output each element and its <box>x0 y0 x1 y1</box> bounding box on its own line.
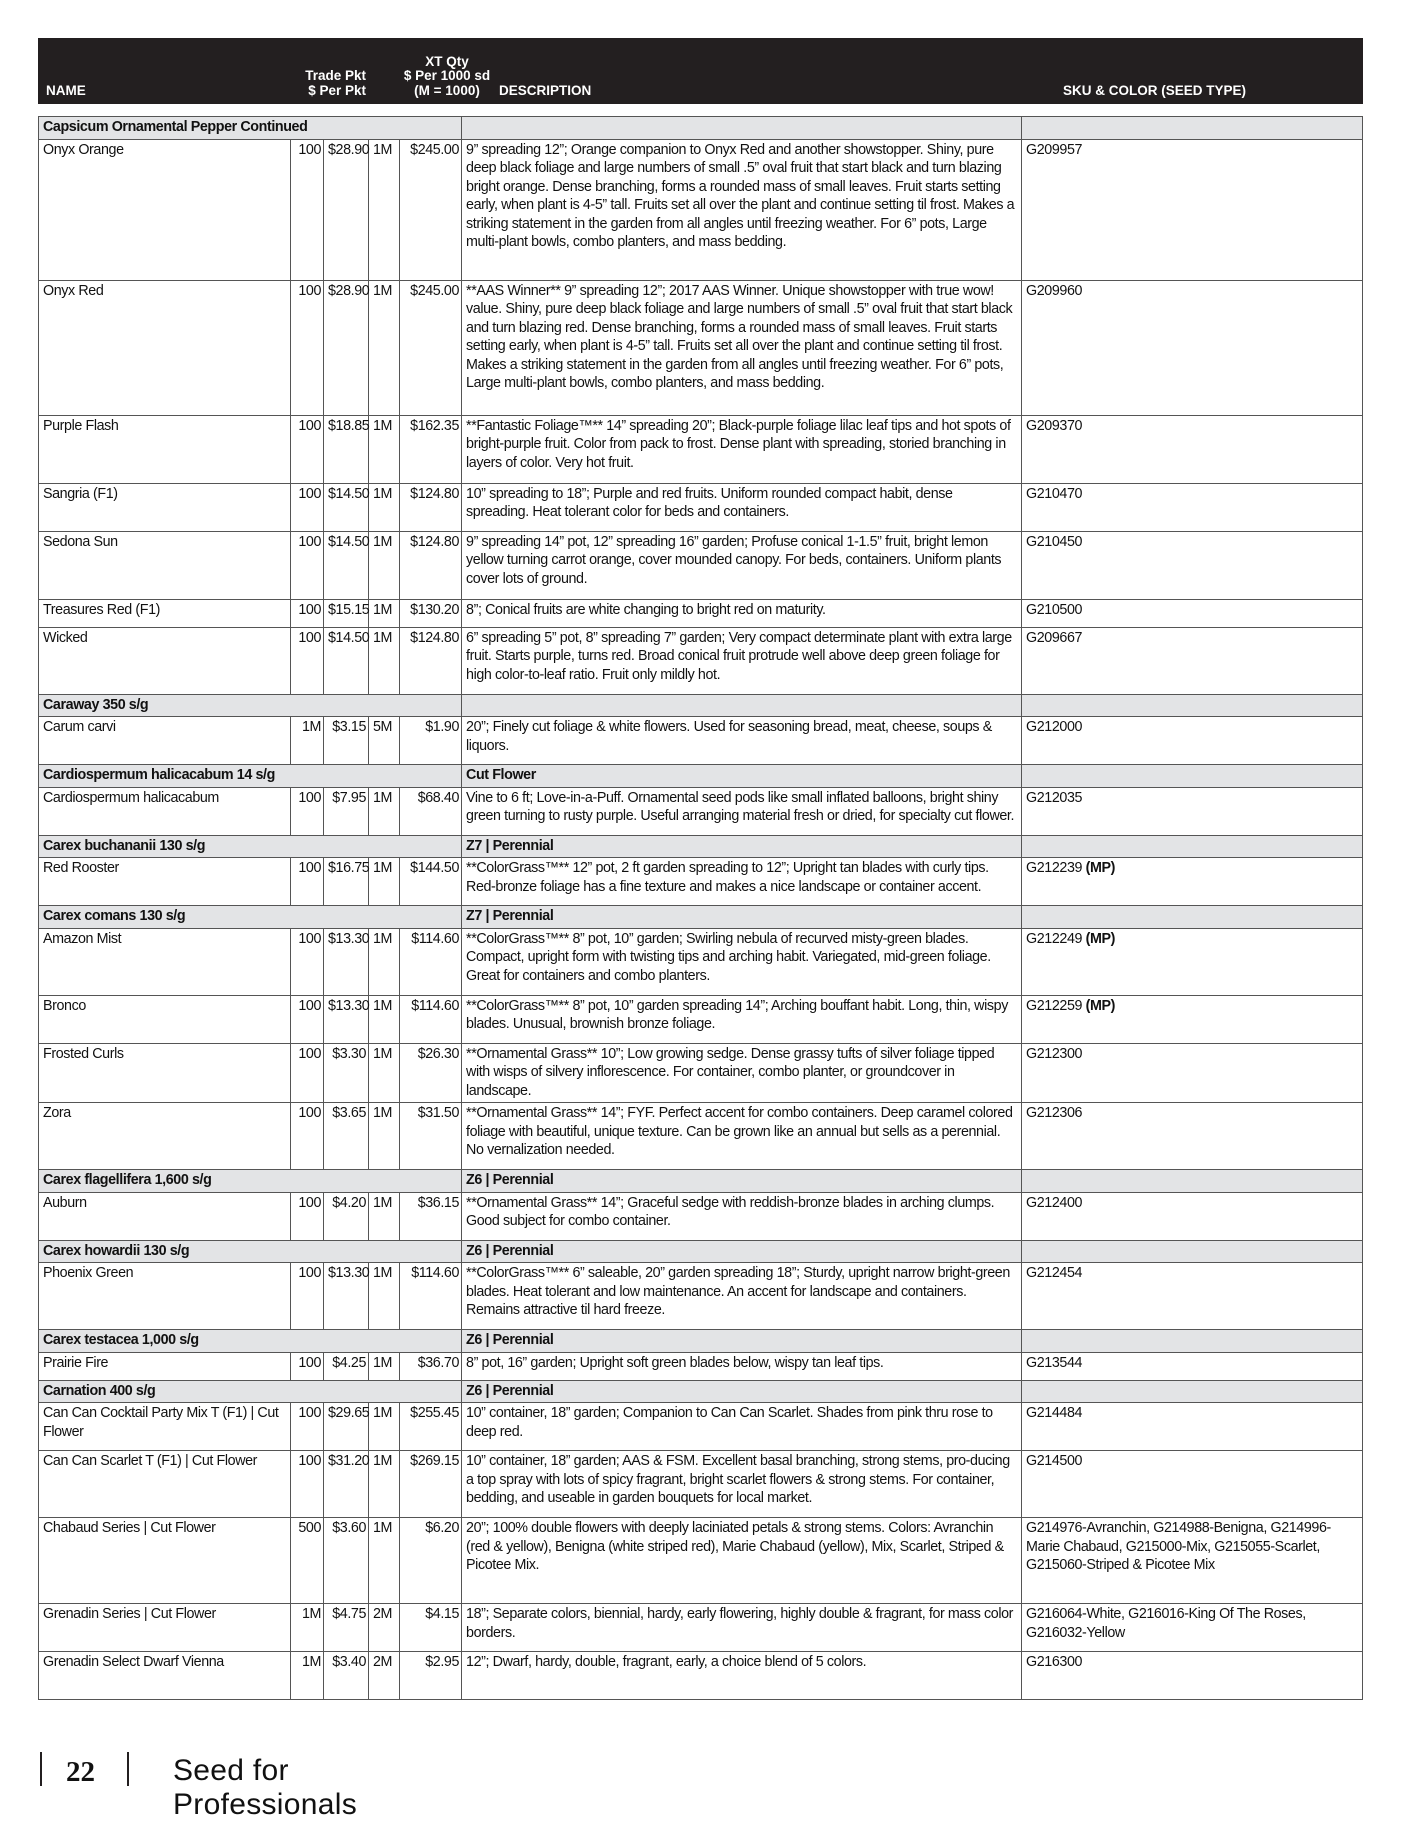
sku-cell <box>1022 995 1363 1043</box>
trade-qty: 100 <box>291 787 324 835</box>
item-description: **Ornamental Grass** 14”; FYF. Perfect accent for combo containers. Deep caramel colored foliage with beautiful, unique texture. Can be grown like an annual but sells as a perennial. No vernalization needed. <box>462 1103 1022 1170</box>
xt-price: $114.60 <box>400 995 462 1043</box>
item-name: Can Can Cocktail Party Mix T (F1) | Cut Flower <box>39 1403 291 1451</box>
section-row <box>39 835 1363 858</box>
trade-price: $18.85 <box>324 415 369 483</box>
xt-price: $4.15 <box>400 1604 462 1652</box>
section-zone: Z6 | Perennial <box>462 1240 1022 1263</box>
footer-divider <box>40 1752 42 1786</box>
trade-qty: 100 <box>291 139 324 280</box>
trade-price: $14.50 <box>324 483 369 531</box>
sku-cell <box>1022 1103 1363 1170</box>
xt-qty: 1M <box>369 787 400 835</box>
trade-price: $14.50 <box>324 627 369 694</box>
section-name: Carnation 400 s/g <box>39 1380 462 1403</box>
table-row <box>39 531 1363 599</box>
sku-code: G212000 <box>1026 719 1083 735</box>
item-name: Zora <box>39 1103 291 1170</box>
section-name: Capsicum Ornamental Pepper Continued <box>39 117 462 140</box>
price-table <box>38 38 1363 1700</box>
xt-qty: 1M <box>369 415 400 483</box>
xt-qty: 1M <box>369 858 400 906</box>
sku-cell <box>1022 627 1363 694</box>
trade-qty: 100 <box>291 1352 324 1380</box>
trade-price: $28.90 <box>324 280 369 415</box>
trade-price: $7.95 <box>324 787 369 835</box>
table-row <box>39 1403 1363 1451</box>
item-name: Onyx Orange <box>39 139 291 280</box>
xt-qty: 1M <box>369 1451 400 1518</box>
item-name: Phoenix Green <box>39 1263 291 1330</box>
xt-qty: 1M <box>369 1192 400 1240</box>
item-name: Grenadin Select Dwarf Vienna <box>39 1652 291 1700</box>
xt-qty: 1M <box>369 280 400 415</box>
trade-price: $31.20 <box>324 1451 369 1518</box>
table-row <box>39 928 1363 995</box>
section-zone: Z6 | Perennial <box>462 1330 1022 1353</box>
trade-line2: $ Per Pkt <box>308 82 366 98</box>
sku-cell <box>1022 1192 1363 1240</box>
xt-qty: 2M <box>369 1604 400 1652</box>
trade-qty: 100 <box>291 483 324 531</box>
sku-cell <box>1022 599 1363 627</box>
section-zone <box>462 694 1022 717</box>
xt-price: $124.80 <box>400 483 462 531</box>
footer-divider <box>127 1752 129 1786</box>
xt-line1: XT Qty <box>425 53 469 69</box>
trade-qty: 100 <box>291 1192 324 1240</box>
trade-price: $14.50 <box>324 531 369 599</box>
sku-cell <box>1022 858 1363 906</box>
xt-price: $31.50 <box>400 1103 462 1170</box>
table-row <box>39 1192 1363 1240</box>
xt-price: $269.15 <box>400 1451 462 1518</box>
trade-price: $3.15 <box>324 717 369 765</box>
table-row <box>39 280 1363 415</box>
section-sku-empty <box>1022 835 1363 858</box>
section-zone: Z6 | Perennial <box>462 1170 1022 1193</box>
seed-type-badge: (MP) <box>1085 997 1116 1014</box>
trade-price: $29.65 <box>324 1403 369 1451</box>
page-number: 22 <box>66 1756 95 1788</box>
section-row <box>39 1240 1363 1263</box>
sku-code: G214976-Avranchin, G214988-Benigna, G214996-Marie Chabaud, G215000-Mix, G215055-Scarlet, G215060-Striped & Picotee Mix <box>1026 1520 1331 1573</box>
sku-cell <box>1022 1604 1363 1652</box>
item-description: 10” spreading to 18”; Purple and red fruits. Uniform rounded compact habit, dense spreading. Heat tolerant color for beds and containers. <box>462 483 1022 531</box>
xt-price: $114.60 <box>400 928 462 995</box>
sku-code: G212454 <box>1026 1265 1083 1281</box>
xt-qty: 1M <box>369 1103 400 1170</box>
sku-cell <box>1022 928 1363 995</box>
item-name: Amazon Mist <box>39 928 291 995</box>
section-name: Caraway 350 s/g <box>39 694 462 717</box>
xt-price: $1.90 <box>400 717 462 765</box>
sku-code: G210450 <box>1026 533 1083 550</box>
table-row <box>39 139 1363 280</box>
trade-qty: 100 <box>291 1451 324 1518</box>
item-description: 8” pot, 16” garden; Upright soft green blades below, wispy tan leaf tips. <box>462 1352 1022 1380</box>
sku-code: G212035 <box>1026 789 1083 806</box>
item-name: Chabaud Series | Cut Flower <box>39 1518 291 1604</box>
trade-price: $3.30 <box>324 1043 369 1103</box>
trade-price: $4.20 <box>324 1192 369 1240</box>
trade-price: $15.15 <box>324 599 369 627</box>
xt-price: $124.80 <box>400 627 462 694</box>
item-description: **Ornamental Grass** 14”; Graceful sedge with reddish-bronze blades in arching clumps. Good subject for combo container. <box>462 1192 1022 1240</box>
trade-price: $28.90 <box>324 139 369 280</box>
sku-code: G209957 <box>1026 141 1083 158</box>
trade-price: $16.75 <box>324 858 369 906</box>
section-sku-empty <box>1022 1380 1363 1403</box>
section-name: Cardiospermum halicacabum 14 s/g <box>39 765 462 788</box>
table-row <box>39 1604 1363 1652</box>
trade-qty: 100 <box>291 1263 324 1330</box>
sku-code: G212306 <box>1026 1105 1083 1121</box>
section-row <box>39 906 1363 929</box>
xt-price: $36.15 <box>400 1192 462 1240</box>
xt-qty: 1M <box>369 139 400 280</box>
xt-price: $26.30 <box>400 1043 462 1103</box>
trade-price: $13.30 <box>324 1263 369 1330</box>
trade-qty: 100 <box>291 858 324 906</box>
table-row <box>39 483 1363 531</box>
section-sku-empty <box>1022 906 1363 929</box>
table-row <box>39 1518 1363 1604</box>
table-row <box>39 599 1363 627</box>
trade-qty: 100 <box>291 599 324 627</box>
xt-qty: 2M <box>369 1652 400 1700</box>
sku-cell <box>1022 280 1363 415</box>
trade-price: $13.30 <box>324 995 369 1043</box>
trade-price: $3.65 <box>324 1103 369 1170</box>
item-description: 20”; 100% double flowers with deeply laciniated petals & strong stems. Colors: Avranchin (red & yellow), Benigna (white striped red), Marie Chabaud (yellow), Mix, Scarlet, Striped & Picotee Mix. <box>462 1518 1022 1604</box>
section-zone <box>462 117 1022 140</box>
item-name: Can Can Scarlet T (F1) | Cut Flower <box>39 1451 291 1518</box>
xt-price: $162.35 <box>400 415 462 483</box>
xt-qty: 1M <box>369 627 400 694</box>
sku-code: G212249 <box>1026 930 1083 947</box>
section-row <box>39 694 1363 717</box>
section-name: Carex comans 130 s/g <box>39 906 462 929</box>
sku-cell <box>1022 1403 1363 1451</box>
sku-code: G216300 <box>1026 1654 1083 1670</box>
trade-qty: 1M <box>291 1652 324 1700</box>
xt-qty: 1M <box>369 1518 400 1604</box>
section-sku-empty <box>1022 117 1363 140</box>
table-row <box>39 858 1363 906</box>
col-header-trade-pkt <box>266 69 366 98</box>
item-description: **ColorGrass™** 12” pot, 2 ft garden spreading to 12”; Upright tan blades with curly tips. Red-bronze foliage has a fine texture and makes a nice landscape or container accent. <box>462 858 1022 906</box>
section-row <box>39 1380 1363 1403</box>
xt-price: $124.80 <box>400 531 462 599</box>
section-row <box>39 117 1363 140</box>
section-row <box>39 1330 1363 1353</box>
sku-code: G212259 <box>1026 997 1083 1014</box>
xt-qty: 1M <box>369 1263 400 1330</box>
sku-code: G209370 <box>1026 417 1083 434</box>
section-zone: Z6 | Perennial <box>462 1380 1022 1403</box>
sku-cell <box>1022 415 1363 483</box>
xt-price: $36.70 <box>400 1352 462 1380</box>
item-name: Carum carvi <box>39 717 291 765</box>
item-description: **ColorGrass™** 8” pot, 10” garden; Swirling nebula of recurved misty-green blades. Compact, upright form with twisting tips and arching habit. Variegated, mid-green foliage. Great for containers and combo planters. <box>462 928 1022 995</box>
section-name: Carex flagellifera 1,600 s/g <box>39 1170 462 1193</box>
item-description: 10” container, 18” garden; Companion to Can Can Scarlet. Shades from pink thru rose to deep red. <box>462 1403 1022 1451</box>
trade-qty: 1M <box>291 1604 324 1652</box>
item-description: 9” spreading 12”; Orange companion to Onyx Red and another showstopper. Shiny, pure deep black foliage and large numbers of small .5” oval fruit that start black and turn blazing bright orange. Dense branching, forms a rounded mass of small leaves. Fruit starts setting early, when plant is 4-5” tall. Fruits set all over the plant and continue setting til frost. Makes a striking statement in the garden from all angles until freezing weather. For 6” pots, Large multi-plant bowls, combo planters, and mass bedding. <box>462 139 1022 280</box>
sku-code: G210470 <box>1026 485 1083 502</box>
col-header-sku: SKU & COLOR (SEED TYPE) <box>1063 82 1247 98</box>
section-zone: Z7 | Perennial <box>462 835 1022 858</box>
section-sku-empty <box>1022 765 1363 788</box>
item-name: Sangria (F1) <box>39 483 291 531</box>
table-row <box>39 1652 1363 1700</box>
trade-qty: 100 <box>291 627 324 694</box>
item-description: **AAS Winner** 9” spreading 12”; 2017 AAS Winner. Unique showstopper with true wow! value. Shiny, pure deep black foliage and large numbers of small .5” oval fruit that start black and turn blazing red. Dense branching, forms a rounded mass of small leaves. Fruit starts setting early, when plant is 4-5” tall. Fruits set all over the plant and continue setting til frost. Makes a striking statement in the garden from all angles until freezing weather. For 6” pots, Large multi-plant bowls, combo planters, and mass bedding. <box>462 280 1022 415</box>
xt-price: $114.60 <box>400 1263 462 1330</box>
sku-code: G213544 <box>1026 1354 1083 1371</box>
trade-qty: 100 <box>291 415 324 483</box>
sku-code: G210500 <box>1026 601 1083 618</box>
section-row <box>39 1170 1363 1193</box>
seed-type-badge: (MP) <box>1085 860 1116 876</box>
item-description: 9” spreading 14” pot, 12” spreading 16” garden; Profuse conical 1-1.5” fruit, bright lemon yellow turning carrot orange, cover mounded canopy. For beds, containers. Uniform plants cover lots of ground. <box>462 531 1022 599</box>
sku-code: G212300 <box>1026 1045 1083 1062</box>
item-name: Bronco <box>39 995 291 1043</box>
trade-qty: 100 <box>291 280 324 415</box>
sku-cell <box>1022 483 1363 531</box>
trade-qty: 100 <box>291 928 324 995</box>
sku-code: G212400 <box>1026 1194 1083 1211</box>
item-name: Wicked <box>39 627 291 694</box>
item-name: Purple Flash <box>39 415 291 483</box>
section-name: Carex howardii 130 s/g <box>39 1240 462 1263</box>
col-header-description: DESCRIPTION <box>499 82 592 98</box>
trade-price: $3.60 <box>324 1518 369 1604</box>
item-description: 18”; Separate colors, biennial, hardy, early flowering, highly double & fragrant, for mass color borders. <box>462 1604 1022 1652</box>
section-row <box>39 765 1363 788</box>
sku-code: G214500 <box>1026 1453 1083 1469</box>
xt-price: $130.20 <box>400 599 462 627</box>
xt-line3: (M = 1000) <box>414 82 480 98</box>
table-row <box>39 787 1363 835</box>
sku-cell <box>1022 1263 1363 1330</box>
seed-type-badge: (MP) <box>1085 930 1116 947</box>
sku-cell <box>1022 1518 1363 1604</box>
item-name: Auburn <box>39 1192 291 1240</box>
catalog-title: Seed for Professionals <box>173 1754 357 1821</box>
sku-cell <box>1022 139 1363 280</box>
item-name: Cardiospermum halicacabum <box>39 787 291 835</box>
trade-price: $3.40 <box>324 1652 369 1700</box>
xt-qty: 1M <box>369 599 400 627</box>
item-name: Grenadin Series | Cut Flower <box>39 1604 291 1652</box>
section-sku-empty <box>1022 694 1363 717</box>
section-name: Carex buchananii 130 s/g <box>39 835 462 858</box>
table-header <box>38 38 1363 104</box>
section-zone: Cut Flower <box>462 765 1022 788</box>
xt-qty: 1M <box>369 1403 400 1451</box>
item-description: Vine to 6 ft; Love-in-a-Puff. Ornamental seed pods like small inflated balloons, bright shiny green turning to rusty purple. Useful arranging material fresh or dried, for specialty cut flower. <box>462 787 1022 835</box>
item-name: Sedona Sun <box>39 531 291 599</box>
item-description: **Fantastic Foliage™** 14” spreading 20”; Black-purple foliage lilac leaf tips and hot spots of bright-purple fruit. Color from pack to frost. Dense plant with spreading, storied branching in layers of color. Very hot fruit. <box>462 415 1022 483</box>
item-description: 8”; Conical fruits are white changing to bright red on maturity. <box>462 599 1022 627</box>
xt-price: $6.20 <box>400 1518 462 1604</box>
item-name: Prairie Fire <box>39 1352 291 1380</box>
sku-cell <box>1022 787 1363 835</box>
sku-cell <box>1022 531 1363 599</box>
item-name: Onyx Red <box>39 280 291 415</box>
xt-line2: $ Per 1000 sd <box>403 68 491 83</box>
trade-line1: Trade Pkt <box>305 68 366 83</box>
xt-price: $255.45 <box>400 1403 462 1451</box>
sku-cell <box>1022 1043 1363 1103</box>
table-row <box>39 1263 1363 1330</box>
table-row <box>39 627 1363 694</box>
sku-code: G214484 <box>1026 1405 1083 1421</box>
item-description: 6” spreading 5” pot, 8” spreading 7” garden; Very compact determinate plant with extra large fruit. Starts purple, turns red. Broad conical fruit protrude well above deep green foliage for high color-to-leaf ratio. Fruit only mildly hot. <box>462 627 1022 694</box>
sku-cell <box>1022 1352 1363 1380</box>
table-row <box>39 415 1363 483</box>
trade-qty: 500 <box>291 1518 324 1604</box>
section-name: Carex testacea 1,000 s/g <box>39 1330 462 1353</box>
table-row <box>39 1451 1363 1518</box>
item-description: **Ornamental Grass** 10”; Low growing sedge. Dense grassy tufts of silver foliage tipped with wisps of silvery inflorescence. For container, combo planter, or groundcover in landscape. <box>462 1043 1022 1103</box>
xt-price: $2.95 <box>400 1652 462 1700</box>
xt-price: $68.40 <box>400 787 462 835</box>
table-row <box>39 717 1363 765</box>
xt-qty: 1M <box>369 1043 400 1103</box>
sku-code: G212239 <box>1026 860 1083 876</box>
section-zone: Z7 | Perennial <box>462 906 1022 929</box>
sku-cell <box>1022 717 1363 765</box>
item-name: Frosted Curls <box>39 1043 291 1103</box>
trade-qty: 100 <box>291 531 324 599</box>
table-row <box>39 1352 1363 1380</box>
trade-qty: 100 <box>291 1403 324 1451</box>
xt-price: $245.00 <box>400 139 462 280</box>
item-description: 12”; Dwarf, hardy, double, fragrant, early, a choice blend of 5 colors. <box>462 1652 1022 1700</box>
product-table <box>38 116 1363 1700</box>
xt-price: $144.50 <box>400 858 462 906</box>
item-description: **ColorGrass™** 6” saleable, 20” garden spreading 18”; Sturdy, upright narrow bright-green blades. Heat tolerant and low maintenance. An accent for landscape and containers. Remains attractive til hard freeze. <box>462 1263 1022 1330</box>
section-sku-empty <box>1022 1240 1363 1263</box>
sku-code: G209960 <box>1026 282 1083 299</box>
section-sku-empty <box>1022 1330 1363 1353</box>
trade-qty: 100 <box>291 995 324 1043</box>
xt-qty: 1M <box>369 928 400 995</box>
sku-code: G209667 <box>1026 629 1083 646</box>
trade-price: $4.75 <box>324 1604 369 1652</box>
xt-price: $245.00 <box>400 280 462 415</box>
item-description: 20”; Finely cut foliage & white flowers. Used for seasoning bread, meat, cheese, soups & liquors. <box>462 717 1022 765</box>
sku-code: G216064-White, G216016-King Of The Roses, G216032-Yellow <box>1026 1606 1306 1641</box>
trade-price: $4.25 <box>324 1352 369 1380</box>
xt-qty: 1M <box>369 483 400 531</box>
table-row <box>39 1103 1363 1170</box>
table-row <box>39 995 1363 1043</box>
section-sku-empty <box>1022 1170 1363 1193</box>
item-description: **ColorGrass™** 8” pot, 10” garden spreading 14”; Arching bouffant habit. Long, thin, wispy blades. Unusual, brownish bronze foliage. <box>462 995 1022 1043</box>
xt-qty: 1M <box>369 1352 400 1380</box>
sku-cell <box>1022 1451 1363 1518</box>
item-description: 10” container, 18” garden; AAS & FSM. Excellent basal branching, strong stems, pro-ducing a top spray with lots of spicy fragrant, bright scarlet flowers & strong stems. For container, bedding, and useable in garden bouquets for local market. <box>462 1451 1022 1518</box>
xt-qty: 5M <box>369 717 400 765</box>
xt-qty: 1M <box>369 995 400 1043</box>
item-name: Red Rooster <box>39 858 291 906</box>
trade-qty: 100 <box>291 1043 324 1103</box>
item-name: Treasures Red (F1) <box>39 599 291 627</box>
col-header-name: NAME <box>46 82 86 98</box>
sku-cell <box>1022 1652 1363 1700</box>
table-row <box>39 1043 1363 1103</box>
trade-price: $13.30 <box>324 928 369 995</box>
trade-qty: 100 <box>291 1103 324 1170</box>
xt-qty: 1M <box>369 531 400 599</box>
trade-qty: 1M <box>291 717 324 765</box>
